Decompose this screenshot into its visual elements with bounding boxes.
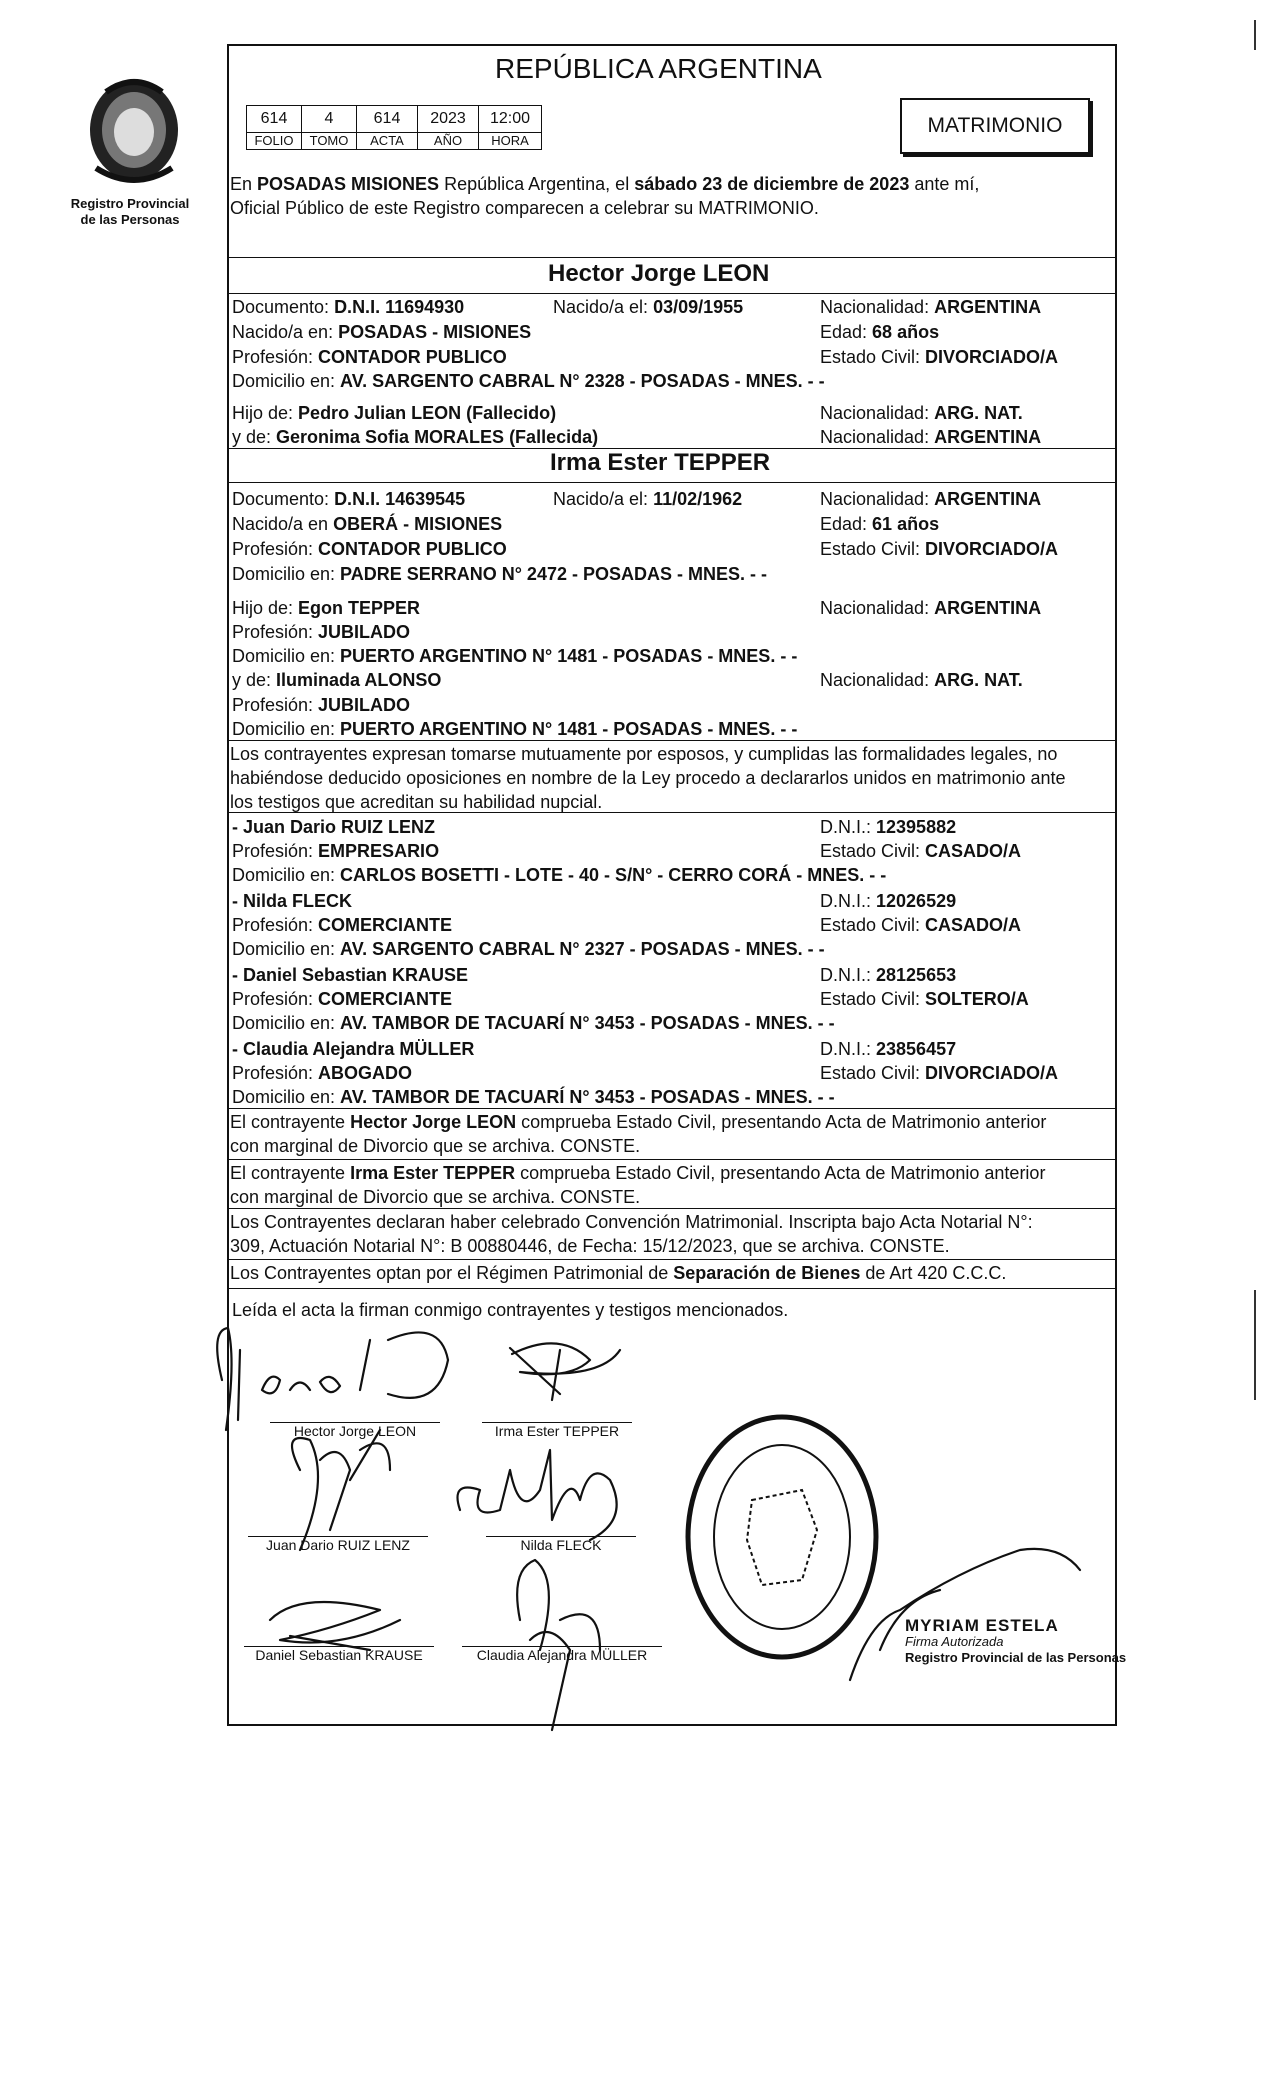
witness-name: - Daniel Sebastian KRAUSE (232, 965, 469, 985)
s1-father-value: Pedro Julian LEON (Fallecido) (298, 403, 557, 423)
witness-dni-label: D.N.I.: (820, 817, 877, 837)
witness-addr-label: Domicilio en: (232, 865, 341, 885)
s2-father-nat-value: ARGENTINA (934, 598, 1042, 618)
s2-born-value: 11/02/1962 (653, 489, 743, 509)
s2-father-prof-label: Profesión: (232, 622, 319, 642)
s1-born-label: Nacido/a el: (553, 297, 654, 317)
s2-doc (232, 488, 465, 510)
s1-mother-label: y de: (232, 427, 277, 447)
provincial-logo (66, 72, 206, 192)
witness-dni (820, 1038, 956, 1060)
s1-prof-value: CONTADOR PUBLICO (318, 347, 507, 367)
seal-icon (682, 1410, 882, 1665)
country-title: REPÚBLICA ARGENTINA (495, 53, 822, 84)
closing-statement: Leída el acta la firman conmigo contrayentes y testigos mencionados. (232, 1300, 789, 1320)
witness-addr-value: CARLOS BOSETTI - LOTE - 40 - S/N° - CERRO CORÁ - MNES. - - (340, 865, 887, 885)
official-seal (682, 1410, 882, 1665)
s1-prof (232, 346, 507, 368)
scan-mark (1254, 20, 1256, 50)
s1-mother (232, 426, 598, 448)
header-field-value: 2023 (417, 105, 479, 133)
s2-born (553, 488, 742, 510)
witness-civil (820, 1062, 1058, 1084)
s1-nat-value: ARGENTINA (934, 297, 1042, 317)
s2-father-label: Hijo de: (232, 598, 299, 618)
witness-dni-label: D.N.I.: (820, 1039, 877, 1059)
s2-place-value: OBERÁ - MISIONES (333, 514, 503, 534)
sig-caption-3: Juan Dario RUIZ LENZ (248, 1536, 428, 1553)
witness-prof (232, 840, 439, 862)
sig-caption-6: Claudia Alejandra MÜLLER (462, 1646, 662, 1663)
s2-civil (820, 538, 1058, 560)
s2-nat-label: Nacionalidad: (820, 489, 935, 509)
s2-addr (232, 563, 767, 585)
s1-father-nat-value: ARG. NAT. (934, 403, 1023, 423)
s1-age-label: Edad: (820, 322, 873, 342)
signature-drawings (0, 1320, 1274, 1740)
witness-prof-value: COMERCIANTE (318, 915, 453, 935)
intro-paragraph: En POSADAS MISIONES República Argentina, el sábado 23 de diciembre de 2023 ante mí, Oficial Público de este Registro comparecen a celebrar su MATRIMONIO. (230, 174, 980, 218)
witness-civil (820, 840, 1021, 862)
s1-civil (820, 346, 1058, 368)
witness-dni-label: D.N.I.: (820, 965, 877, 985)
witness-name: - Juan Dario RUIZ LENZ (232, 817, 436, 837)
s1-civil-value: DIVORCIADO/A (925, 347, 1059, 367)
s2-father-nat-label: Nacionalidad: (820, 598, 935, 618)
witness-civil-value: SOLTERO/A (925, 989, 1029, 1009)
s1-father-nat-label: Nacionalidad: (820, 403, 935, 423)
s2-age-value: 61 años (872, 514, 940, 534)
s2-father-nat (820, 597, 1041, 619)
header-field-value: 614 (246, 105, 302, 133)
witness-civil-label: Estado Civil: (820, 841, 926, 861)
s1-nat (820, 296, 1041, 318)
s2-mother-prof-label: Profesión: (232, 695, 319, 715)
witness-addr (232, 1012, 835, 1034)
scan-mark (1254, 1290, 1256, 1400)
header-field-label: TOMO (301, 132, 357, 150)
s1-mother-nat-label: Nacionalidad: (820, 427, 935, 447)
witness-prof-label: Profesión: (232, 915, 319, 935)
s1-father-nat (820, 402, 1023, 424)
witness-dni-value: 23856457 (876, 1039, 957, 1059)
s1-place (232, 321, 531, 343)
witness-name: - Claudia Alejandra MÜLLER (232, 1039, 475, 1059)
s2-doc-value: D.N.I. 14639545 (334, 489, 466, 509)
s1-place-label: Nacido/a en: (232, 322, 339, 342)
witness-civil-label: Estado Civil: (820, 1063, 926, 1083)
witness-addr-label: Domicilio en: (232, 939, 341, 959)
witness-addr (232, 1086, 835, 1108)
witness-dni-label: D.N.I.: (820, 891, 877, 911)
witness-prof (232, 914, 452, 936)
s2-prof-value: CONTADOR PUBLICO (318, 539, 507, 559)
header-field-value: 614 (356, 105, 418, 133)
header-field-label: HORA (478, 132, 542, 150)
s1-mother-nat (820, 426, 1041, 448)
s2-prof-label: Profesión: (232, 539, 319, 559)
s2-place (232, 513, 502, 535)
s1-prof-label: Profesión: (232, 347, 319, 367)
s1-age (820, 321, 939, 343)
s2-addr-label: Domicilio en: (232, 564, 341, 584)
witness-prof (232, 1062, 412, 1084)
witness-prof-value: ABOGADO (318, 1063, 413, 1083)
s1-nat-label: Nacionalidad: (820, 297, 935, 317)
witness-civil-value: DIVORCIADO/A (925, 1063, 1059, 1083)
s1-mother-nat-value: ARGENTINA (934, 427, 1042, 447)
witness-addr-value: AV. SARGENTO CABRAL N° 2327 - POSADAS - MNES. - - (340, 939, 825, 959)
witness-prof-value: COMERCIANTE (318, 989, 453, 1009)
doc-type: MATRIMONIO (927, 114, 1063, 137)
witness-prof-value: EMPRESARIO (318, 841, 440, 861)
sig-caption-1: Hector Jorge LEON (270, 1422, 440, 1439)
s1-doc (232, 296, 464, 318)
s2-mother-prof-value: JUBILADO (318, 695, 411, 715)
witness-addr-label: Domicilio en: (232, 1087, 341, 1107)
witness-addr (232, 938, 825, 960)
s1-born (553, 296, 743, 318)
witness-addr-label: Domicilio en: (232, 1013, 341, 1033)
s2-mother-addr (232, 718, 797, 740)
witness-dni-value: 28125653 (876, 965, 957, 985)
s2-civil-label: Estado Civil: (820, 539, 926, 559)
declaration: Los contrayentes expresan tomarse mutuamente por esposos, y cumplidas las formalidades legales, no habiéndose deducido oposiciones en nombre de la Ley procedo a declararlos unidos en matrimonio ante los testigos que acreditan su habilidad nupcial. (230, 744, 1066, 812)
sig-caption-5: Daniel Sebastian KRAUSE (244, 1646, 434, 1663)
witness-civil (820, 988, 1029, 1010)
s2-nat (820, 488, 1041, 510)
s2-addr-value: PADRE SERRANO N° 2472 - POSADAS - MNES. - - (340, 564, 767, 584)
s2-prof (232, 538, 507, 560)
officer-line1: Firma Autorizada (905, 1634, 1004, 1649)
header-field-label: ACTA (356, 132, 418, 150)
s2-father-addr-value: PUERTO ARGENTINO N° 1481 - POSADAS - MNES. - - (340, 646, 798, 666)
s2-born-label: Nacido/a el: (553, 489, 654, 509)
witness-prof-label: Profesión: (232, 989, 319, 1009)
officer-line2: Registro Provincial de las Personas (905, 1650, 1127, 1665)
header-field-label: FOLIO (246, 132, 302, 150)
s1-civil-label: Estado Civil: (820, 347, 926, 367)
s2-age-label: Edad: (820, 514, 873, 534)
s2-age (820, 513, 939, 535)
witness-civil-label: Estado Civil: (820, 915, 926, 935)
s1-addr (232, 370, 825, 392)
witness-civil-value: CASADO/A (925, 841, 1022, 861)
s1-born-value: 03/09/1955 (653, 297, 744, 317)
s2-place-label: Nacido/a en (232, 514, 334, 534)
s2-father-prof-value: JUBILADO (318, 622, 411, 642)
witness-dni (820, 890, 956, 912)
header-field-value: 4 (301, 105, 357, 133)
s2-mother-nat-label: Nacionalidad: (820, 670, 935, 690)
officer-block (905, 1618, 1126, 1666)
s2-father-addr (232, 645, 797, 667)
s2-nat-value: ARGENTINA (934, 489, 1042, 509)
s1-doc-value: D.N.I. 11694930 (334, 297, 465, 317)
header-field-value: 12:00 (478, 105, 542, 133)
note-4: Los Contrayentes optan por el Régimen Patrimonial de Separación de Bienes de Art 420 C.C.C. (230, 1263, 1007, 1283)
witness-addr-value: AV. TAMBOR DE TACUARÍ N° 3453 - POSADAS - MNES. - - (340, 1087, 835, 1107)
sig-caption-4: Nilda FLECK (486, 1536, 636, 1553)
s2-mother-value: Iluminada ALONSO (276, 670, 442, 690)
s2-mother-nat (820, 669, 1023, 691)
s2-mother-label: y de: (232, 670, 277, 690)
s2-civil-value: DIVORCIADO/A (925, 539, 1059, 559)
note-2: El contrayente Irma Ester TEPPER comprueba Estado Civil, presentando Acta de Matrimonio anterior con marginal de Divorcio que se archiva. CONSTE. (230, 1163, 1046, 1207)
sig-caption-2: Irma Ester TEPPER (482, 1422, 632, 1439)
witness-civil-value: CASADO/A (925, 915, 1022, 935)
witness-civil-label: Estado Civil: (820, 989, 926, 1009)
witness-dni-value: 12395882 (876, 817, 957, 837)
witness-name: - Nilda FLECK (232, 891, 352, 911)
s2-mother-addr-label: Domicilio en: (232, 719, 341, 739)
witness-prof-label: Profesión: (232, 841, 319, 861)
coat-of-arms-icon (66, 72, 206, 192)
s1-doc-label: Documento: (232, 297, 335, 317)
witness-addr-value: AV. TAMBOR DE TACUARÍ N° 3453 - POSADAS - MNES. - - (340, 1013, 835, 1033)
s1-addr-label: Domicilio en: (232, 371, 341, 391)
s2-father-value: Egon TEPPER (298, 598, 421, 618)
s2-father-prof (232, 621, 410, 643)
spouse1-name: Hector Jorge LEON (548, 260, 770, 287)
s2-mother-prof (232, 694, 410, 716)
witness-addr (232, 864, 886, 886)
note-1: El contrayente Hector Jorge LEON comprueba Estado Civil, presentando Acta de Matrimonio anterior con marginal de Divorcio que se archiva. CONSTE. (230, 1112, 1047, 1156)
header-field-label: AÑO (417, 132, 479, 150)
s1-place-value: POSADAS - MISIONES (338, 322, 532, 342)
witness-prof-label: Profesión: (232, 1063, 319, 1083)
spouse2-name: Irma Ester TEPPER (550, 449, 771, 476)
officer-name: MYRIAM ESTELA (905, 1616, 1059, 1635)
s2-father-addr-label: Domicilio en: (232, 646, 341, 666)
witness-prof (232, 988, 452, 1010)
doc-type-box (900, 98, 1090, 154)
s1-age-value: 68 años (872, 322, 940, 342)
witness-dni (820, 816, 956, 838)
logo-caption: Registro Provincial de las Personas (70, 196, 190, 227)
s2-father (232, 597, 420, 619)
s2-mother-nat-value: ARG. NAT. (934, 670, 1023, 690)
witness-dni (820, 964, 956, 986)
s2-mother (232, 669, 441, 691)
s1-father-label: Hijo de: (232, 403, 299, 423)
s2-doc-label: Documento: (232, 489, 335, 509)
witness-civil (820, 914, 1021, 936)
s1-mother-value: Geronima Sofia MORALES (Fallecida) (276, 427, 599, 447)
witness-dni-value: 12026529 (876, 891, 957, 911)
s1-father (232, 402, 556, 424)
note-3: Los Contrayentes declaran haber celebrado Convención Matrimonial. Inscripta bajo Acta Notarial N°: 309, Actuación Notarial N°: B 00880446, de Fecha: 15/12/2023, que se archiva. CONSTE. (230, 1212, 1033, 1256)
s1-addr-value: AV. SARGENTO CABRAL N° 2328 - POSADAS - MNES. - - (340, 371, 825, 391)
s2-mother-addr-value: PUERTO ARGENTINO N° 1481 - POSADAS - MNES. - - (340, 719, 798, 739)
